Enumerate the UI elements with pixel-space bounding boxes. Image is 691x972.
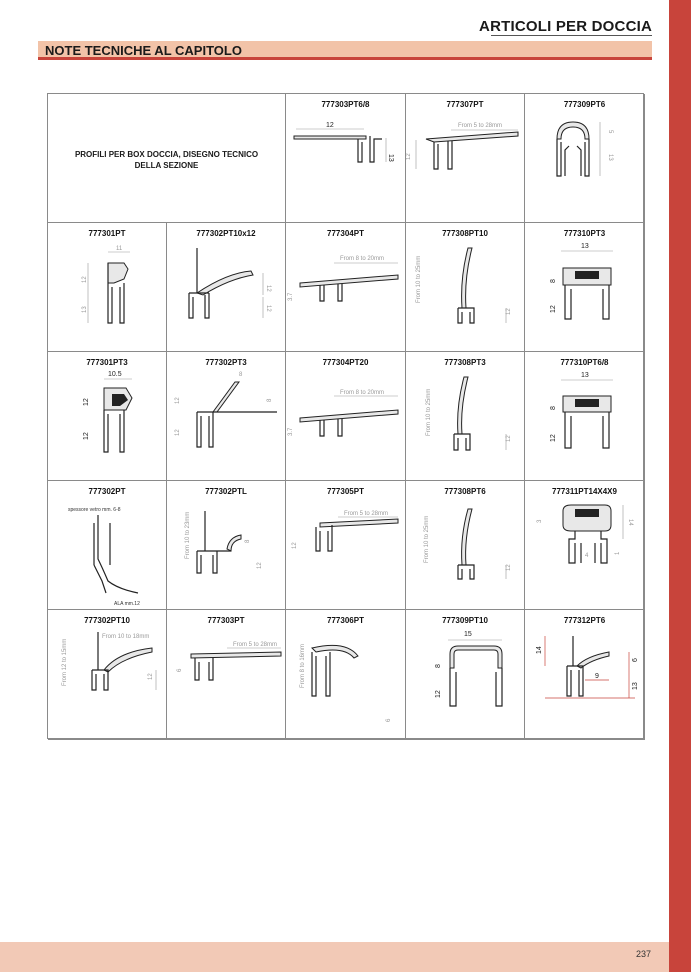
product-code: 777310PT3 [563,229,606,238]
product-code: 777308PT3 [444,358,486,367]
dim-label: 13 [607,154,613,161]
dim-label: 12 [435,690,442,698]
dim-label: 12 [82,276,88,283]
product-cell-777311PT14X4X9 [525,481,645,610]
dim-label: 1 [615,551,621,555]
dim-label: 12 [257,562,263,569]
dim-label: 13 [387,154,394,162]
dim-label: 8 [550,406,557,410]
dim-label: 12 [506,308,512,315]
intro-cell [48,94,286,223]
product-cell-777309PT6 [525,94,645,223]
page-number: 237 [635,949,651,959]
product-code: 777302PT3 [205,358,247,367]
dim-label: 12 [83,398,90,406]
intro-text: PROFILI PER BOX DOCCIA, DISEGNO TECNICO DELLA SEZIONE [74,150,259,170]
profile-drawing-777304PT [286,223,406,352]
profile-drawing-777306PT [286,610,406,740]
profile-drawing-777303PT [167,610,286,740]
footer-band [0,942,669,972]
header-underline [491,35,652,36]
product-code: 777303PT [207,616,245,625]
product-cell-777302PTL [167,481,286,610]
profile-drawing-777310PT6-8 [525,352,645,481]
profile-drawing-777309PT10 [406,610,525,740]
profiles-grid [47,93,644,739]
profile-drawing-777309PT6 [525,94,645,223]
dim-label: 12 [265,285,271,292]
dim-label: 8 [245,539,251,543]
product-code: 777308PT10 [442,229,488,238]
dim-label: 12 [175,429,181,436]
profile-drawing-777303PT6-8 [286,94,406,223]
profile-drawing-777302PT3 [167,352,286,481]
dim-label: From 8 to 16mm [300,643,306,688]
dim-label: 13 [632,682,639,690]
dim-label: From 8 to 20mm [340,256,385,262]
dim-label: From 10 to 25mm [426,388,432,436]
section-title: NOTE TECNICHE AL CAPITOLO [45,43,242,58]
product-cell-777302PT [48,481,167,610]
product-code: 777308PT6 [444,487,486,496]
product-code: 777301PT [88,229,126,238]
dim-label: 12 [292,542,298,549]
gasket-insert [575,399,599,407]
profile-drawing-777302PT10x12 [167,223,286,352]
dim-label: 12 [406,153,412,160]
dim-label: 14 [627,519,633,526]
dim-label: 13 [82,306,88,313]
dim-label: From 10 to 25mm [424,515,430,563]
product-cell-777307PT [406,94,525,223]
profile-drawing-777301PT [48,223,167,352]
right-edge-stripe [669,0,691,972]
note-text: spessore vetro mm. 6-8 [68,507,121,513]
profile-drawing-777305PT [286,481,406,610]
dim-label: 4 [585,553,589,559]
product-cell-777304PT20 [286,352,406,481]
product-code: 777302PT10x12 [196,229,256,238]
product-code: 777310PT6/8 [560,358,609,367]
product-cell-777308PT3 [406,352,525,481]
dim-label: 15 [464,631,472,638]
product-code: 777304PT [327,229,364,238]
page-header-title: ARTICOLI PER DOCCIA [479,18,652,35]
gasket-insert [575,271,599,279]
dim-label: 6 [177,668,183,672]
product-code: 777306PT [327,616,364,625]
product-cell-777310PT3 [525,223,645,352]
dim-label: 14 [536,646,543,654]
product-code: 777302PT10 [84,616,130,625]
dim-label: 10.5 [108,371,122,378]
dim-label: 13 [581,243,589,250]
dim-label: 6 [386,718,392,722]
dim-label: 12 [326,122,334,129]
profile-drawing-777312PT6 [525,610,645,740]
product-code: 777307PT [446,100,484,109]
dim-label: 12 [550,305,557,313]
dim-label: From 5 to 28mm [458,123,503,129]
dim-label: 8 [550,279,557,283]
dim-label: 12 [148,673,154,680]
dim-label: 12 [175,397,181,404]
dim-label: 3.7 [288,292,294,301]
product-cell-777302PT10x12 [167,223,286,352]
dim-label: 3.7 [288,427,294,436]
dim-label: 12 [550,434,557,442]
product-cell-777303PT [167,610,286,740]
profile-drawing-777308PT3 [406,352,525,481]
product-code: 777309PT10 [442,616,488,625]
product-code: 777303PT6/8 [321,100,370,109]
product-cell-777308PT10 [406,223,525,352]
dim-label: 12 [265,305,271,312]
section-bar [38,41,652,60]
product-cell-777310PT6-8 [525,352,645,481]
profile-drawing-777302PT [48,481,167,610]
product-cell-777301PT3 [48,352,167,481]
product-cell-777304PT [286,223,406,352]
product-code: 777305PT [327,487,364,496]
profile-drawing-777307PT [406,94,525,223]
product-code: 777301PT3 [86,358,128,367]
gasket-insert [575,509,599,517]
dim-label: From 10 to 23mm [185,511,191,559]
product-code: 777311PT14X4X9 [552,487,617,496]
profile-drawing-777304PT20 [286,352,406,481]
dim-label: From 5 to 28mm [233,642,278,648]
dim-label: From 10 to 25mm [416,255,422,303]
product-cell-777301PT [48,223,167,352]
product-cell-777306PT [286,610,406,740]
dim-label: 8 [267,398,273,402]
dim-label: 13 [581,372,589,379]
product-code: 777302PT [88,487,126,496]
dim-label: 6 [632,658,639,662]
dim-label: 11 [116,246,123,252]
dim-label: From 8 to 20mm [340,390,385,396]
product-code: 777312PT6 [563,616,606,625]
note-text: ALA mm.12 [114,601,140,607]
profile-drawing-777311PT14X4X9 [525,481,645,610]
profile-drawing-777308PT6 [406,481,525,610]
profile-drawing-777302PT10 [48,610,167,740]
dim-label: From 12 to 15mm [62,638,68,686]
dim-label: 12 [506,564,512,571]
product-cell-777302PT10 [48,610,167,740]
product-code: 777302PTL [205,487,247,496]
dim-label: 3 [537,519,543,523]
product-code: 777304PT20 [322,358,369,367]
profile-drawing-777302PTL [167,481,286,610]
dim-label: 8 [435,664,442,668]
profile-drawing-777310PT3 [525,223,645,352]
dim-label: From 5 to 28mm [344,511,389,517]
product-code: 777309PT6 [563,100,606,109]
dim-label: 12 [506,435,512,442]
product-cell-777308PT6 [406,481,525,610]
product-cell-777302PT3 [167,352,286,481]
profile-drawing-777308PT10 [406,223,525,352]
dim-label: 8 [239,372,243,378]
product-cell-777303PT6-8 [286,94,406,223]
profile-drawing-777301PT3 [48,352,167,481]
dim-label: 12 [83,432,90,440]
dim-label: From 10 to 18mm [102,634,150,640]
dim-label: 9 [595,673,599,680]
product-cell-777309PT10 [406,610,525,740]
product-cell-777305PT [286,481,406,610]
product-cell-777312PT6 [525,610,645,740]
dim-label: 5 [607,130,613,134]
